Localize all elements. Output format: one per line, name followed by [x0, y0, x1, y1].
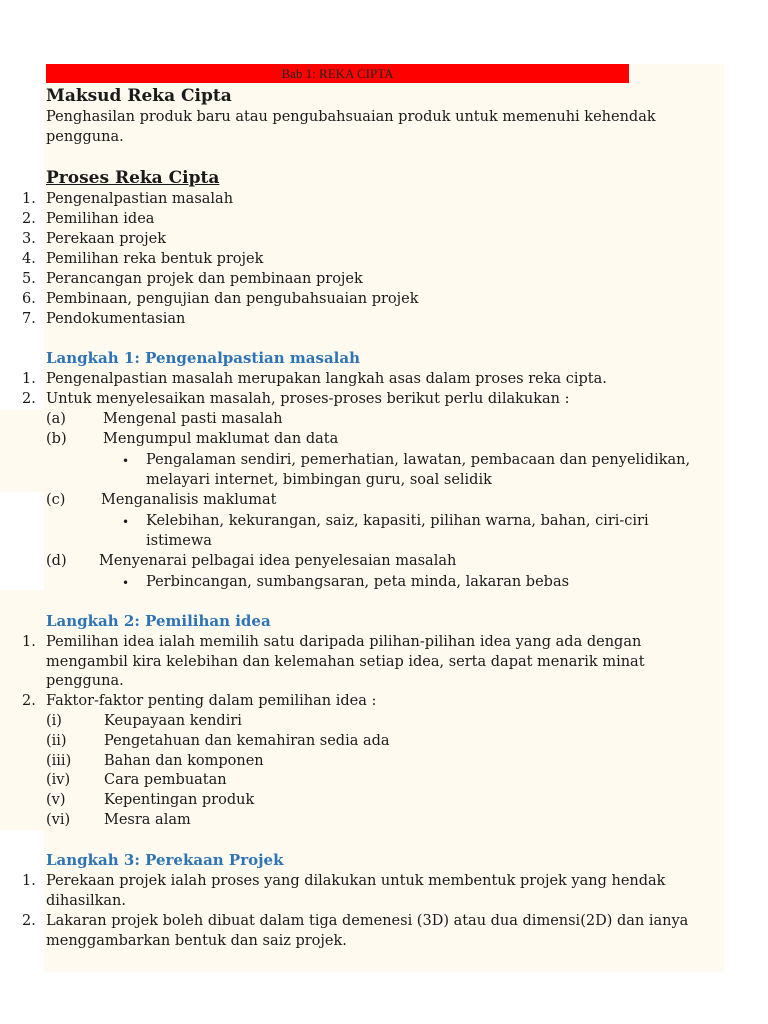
bullet-icon: • [122, 515, 130, 529]
paragraph-line: mengambil kira kelebihan dan kelemahan setiap idea, serta dapat menarik minat [46, 654, 645, 670]
bullet-text: Kelebihan, kekurangan, saiz, kapasiti, pilihan warna, bahan, ciri-ciri [146, 513, 649, 529]
list-number: 4. [22, 251, 36, 267]
sub-label: (iv) [46, 772, 71, 788]
paragraph-line: menggambarkan bentuk dan saiz projek. [46, 933, 347, 949]
list-number: 2. [22, 913, 36, 929]
paragraph-line: Lakaran projek boleh dibuat dalam tiga demenesi (3D) atau dua dimensi(2D) dan ianya [46, 913, 689, 929]
paragraph: Untuk menyelesaikan masalah, proses-proses berikut perlu dilakukan : [46, 391, 570, 407]
bullet-text: istimewa [146, 533, 212, 549]
langkah3-heading: Langkah 3: Perekaan Projek [46, 851, 284, 869]
paragraph-line: Pemilihan idea ialah memilih satu daripada pilihan-pilihan idea yang ada dengan [46, 634, 642, 650]
list-number: 5. [22, 271, 36, 287]
maksud-text-line: pengguna. [46, 129, 124, 145]
sub-label: (i) [46, 713, 62, 729]
list-item: Pendokumentasian [46, 311, 186, 327]
paragraph: Faktor-faktor penting dalam pemilihan idea : [46, 693, 377, 709]
sub-item: Cara pembuatan [104, 772, 227, 788]
list-item: Perancangan projek dan pembinaan projek [46, 271, 363, 287]
list-number: 2. [22, 211, 36, 227]
list-number: 1. [22, 634, 36, 650]
list-item: Pemilihan idea [46, 211, 155, 227]
list-number: 6. [22, 291, 36, 307]
paragraph-line: dihasilkan. [46, 893, 126, 909]
list-number: 3. [22, 231, 36, 247]
chapter-banner: Bab 1: REKA CIPTA [46, 64, 629, 83]
list-number: 7. [22, 311, 36, 327]
list-item: Perekaan projek [46, 231, 167, 247]
sub-item: Menganalisis maklumat [101, 492, 277, 508]
list-item: Pembinaan, pengujian dan pengubahsuaian projek [46, 291, 419, 307]
list-number: 1. [22, 371, 36, 387]
sub-label: (c) [46, 492, 66, 508]
list-number: 1. [22, 873, 36, 889]
sub-label: (vi) [46, 812, 71, 828]
bullet-icon: • [122, 576, 130, 590]
bullet-icon: • [122, 454, 130, 468]
list-item: Pemilihan reka bentuk projek [46, 251, 264, 267]
sub-item: Pengetahuan dan kemahiran sedia ada [104, 733, 390, 749]
paragraph: Pengenalpastian masalah merupakan langkah asas dalam proses reka cipta. [46, 371, 607, 387]
sub-label: (iii) [46, 753, 72, 769]
bullet-text: melayari internet, bimbingan guru, soal selidik [146, 472, 492, 488]
list-item: Pengenalpastian masalah [46, 191, 234, 207]
sub-item: Mengumpul maklumat dan data [103, 431, 339, 447]
sub-item: Mesra alam [104, 812, 191, 828]
sub-label: (b) [46, 431, 67, 447]
proses-heading: Proses Reka Cipta [46, 168, 220, 188]
bullet-text: Pengalaman sendiri, pemerhatian, lawatan, pembacaan dan penyelidikan, [146, 452, 691, 468]
sub-label: (ii) [46, 733, 67, 749]
sub-item: Kepentingan produk [104, 792, 255, 808]
list-number: 2. [22, 693, 36, 709]
sub-item: Mengenal pasti masalah [103, 411, 283, 427]
sub-label: (d) [46, 553, 67, 569]
list-number: 2. [22, 391, 36, 407]
paragraph-line: pengguna. [46, 673, 124, 689]
sub-label: (v) [46, 792, 66, 808]
list-number: 1. [22, 191, 36, 207]
paragraph-line: Perekaan projek ialah proses yang dilakukan untuk membentuk projek yang hendak [46, 873, 666, 889]
sub-label: (a) [46, 411, 66, 427]
sub-item: Menyenarai pelbagai idea penyelesaian masalah [99, 553, 457, 569]
maksud-heading: Maksud Reka Cipta [46, 86, 232, 106]
langkah2-heading: Langkah 2: Pemilihan idea [46, 612, 271, 630]
sub-item: Keupayaan kendiri [104, 713, 242, 729]
maksud-text-line: Penghasilan produk baru atau pengubahsuaian produk untuk memenuhi kehendak [46, 109, 656, 125]
bullet-text: Perbincangan, sumbangsaran, peta minda, lakaran bebas [146, 574, 570, 590]
langkah1-heading: Langkah 1: Pengenalpastian masalah [46, 349, 360, 367]
sub-item: Bahan dan komponen [104, 753, 264, 769]
page-margin-shade [0, 410, 44, 492]
